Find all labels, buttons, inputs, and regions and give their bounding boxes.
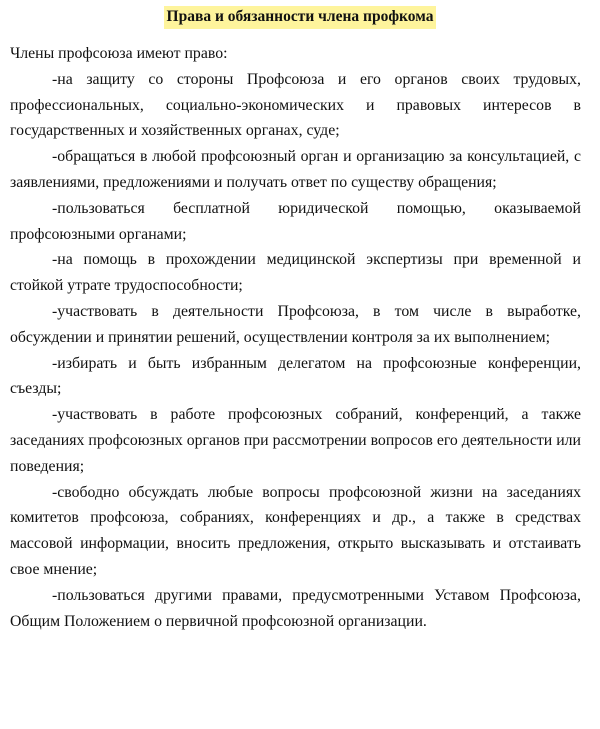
right-item: -пользоваться бесплатной юридической помощью, оказываемой профсоюзными органами;	[10, 199, 581, 243]
right-item: -на защиту со стороны Профсоюза и его органов своих трудовых, профессиональных, социально-экономических и правовых интересов в государственных и хозяйственных органах, суде;	[10, 70, 581, 140]
right-item: -обращаться в любой профсоюзный орган и организацию за консультацией, с заявлениями, предложениями и получать ответ по существу обращения;	[10, 148, 581, 191]
right-item: -избирать и быть избранным делегатом на профсоюзные конференции, съезды;	[10, 354, 581, 398]
title-container	[0, 6, 600, 29]
right-item: -участвовать в работе профсоюзных собраний, конференций, а также заседаниях профсоюзных органов при рассмотрении вопросов его деятельности или поведения;	[10, 406, 581, 475]
right-item: -участвовать в деятельности Профсоюза, в том числе в выработке, обсуждении и принятии решений, осуществлении контроля за их выполнением;	[10, 302, 581, 346]
document-title: Права и обязанности члена профкома	[164, 6, 437, 29]
document-body	[10, 41, 581, 634]
right-item: -свободно обсуждать любые вопросы профсоюзной жизни на заседаниях комитетов профсоюза, собраниях, конференциях и др., а также в средствах массовой информации, вносить предложения, открыто высказывать и отстаивать свое мнение;	[10, 483, 581, 578]
intro-text: Члены профсоюза имеют право:	[10, 45, 228, 62]
right-item: -пользоваться другими правами, предусмотренными Уставом Профсоюза, Общим Положением о первичной профсоюзной организации.	[10, 586, 581, 630]
right-item: -на помощь в прохождении медицинской экспертизы при временной и стойкой утрате трудоспособности;	[10, 251, 581, 295]
